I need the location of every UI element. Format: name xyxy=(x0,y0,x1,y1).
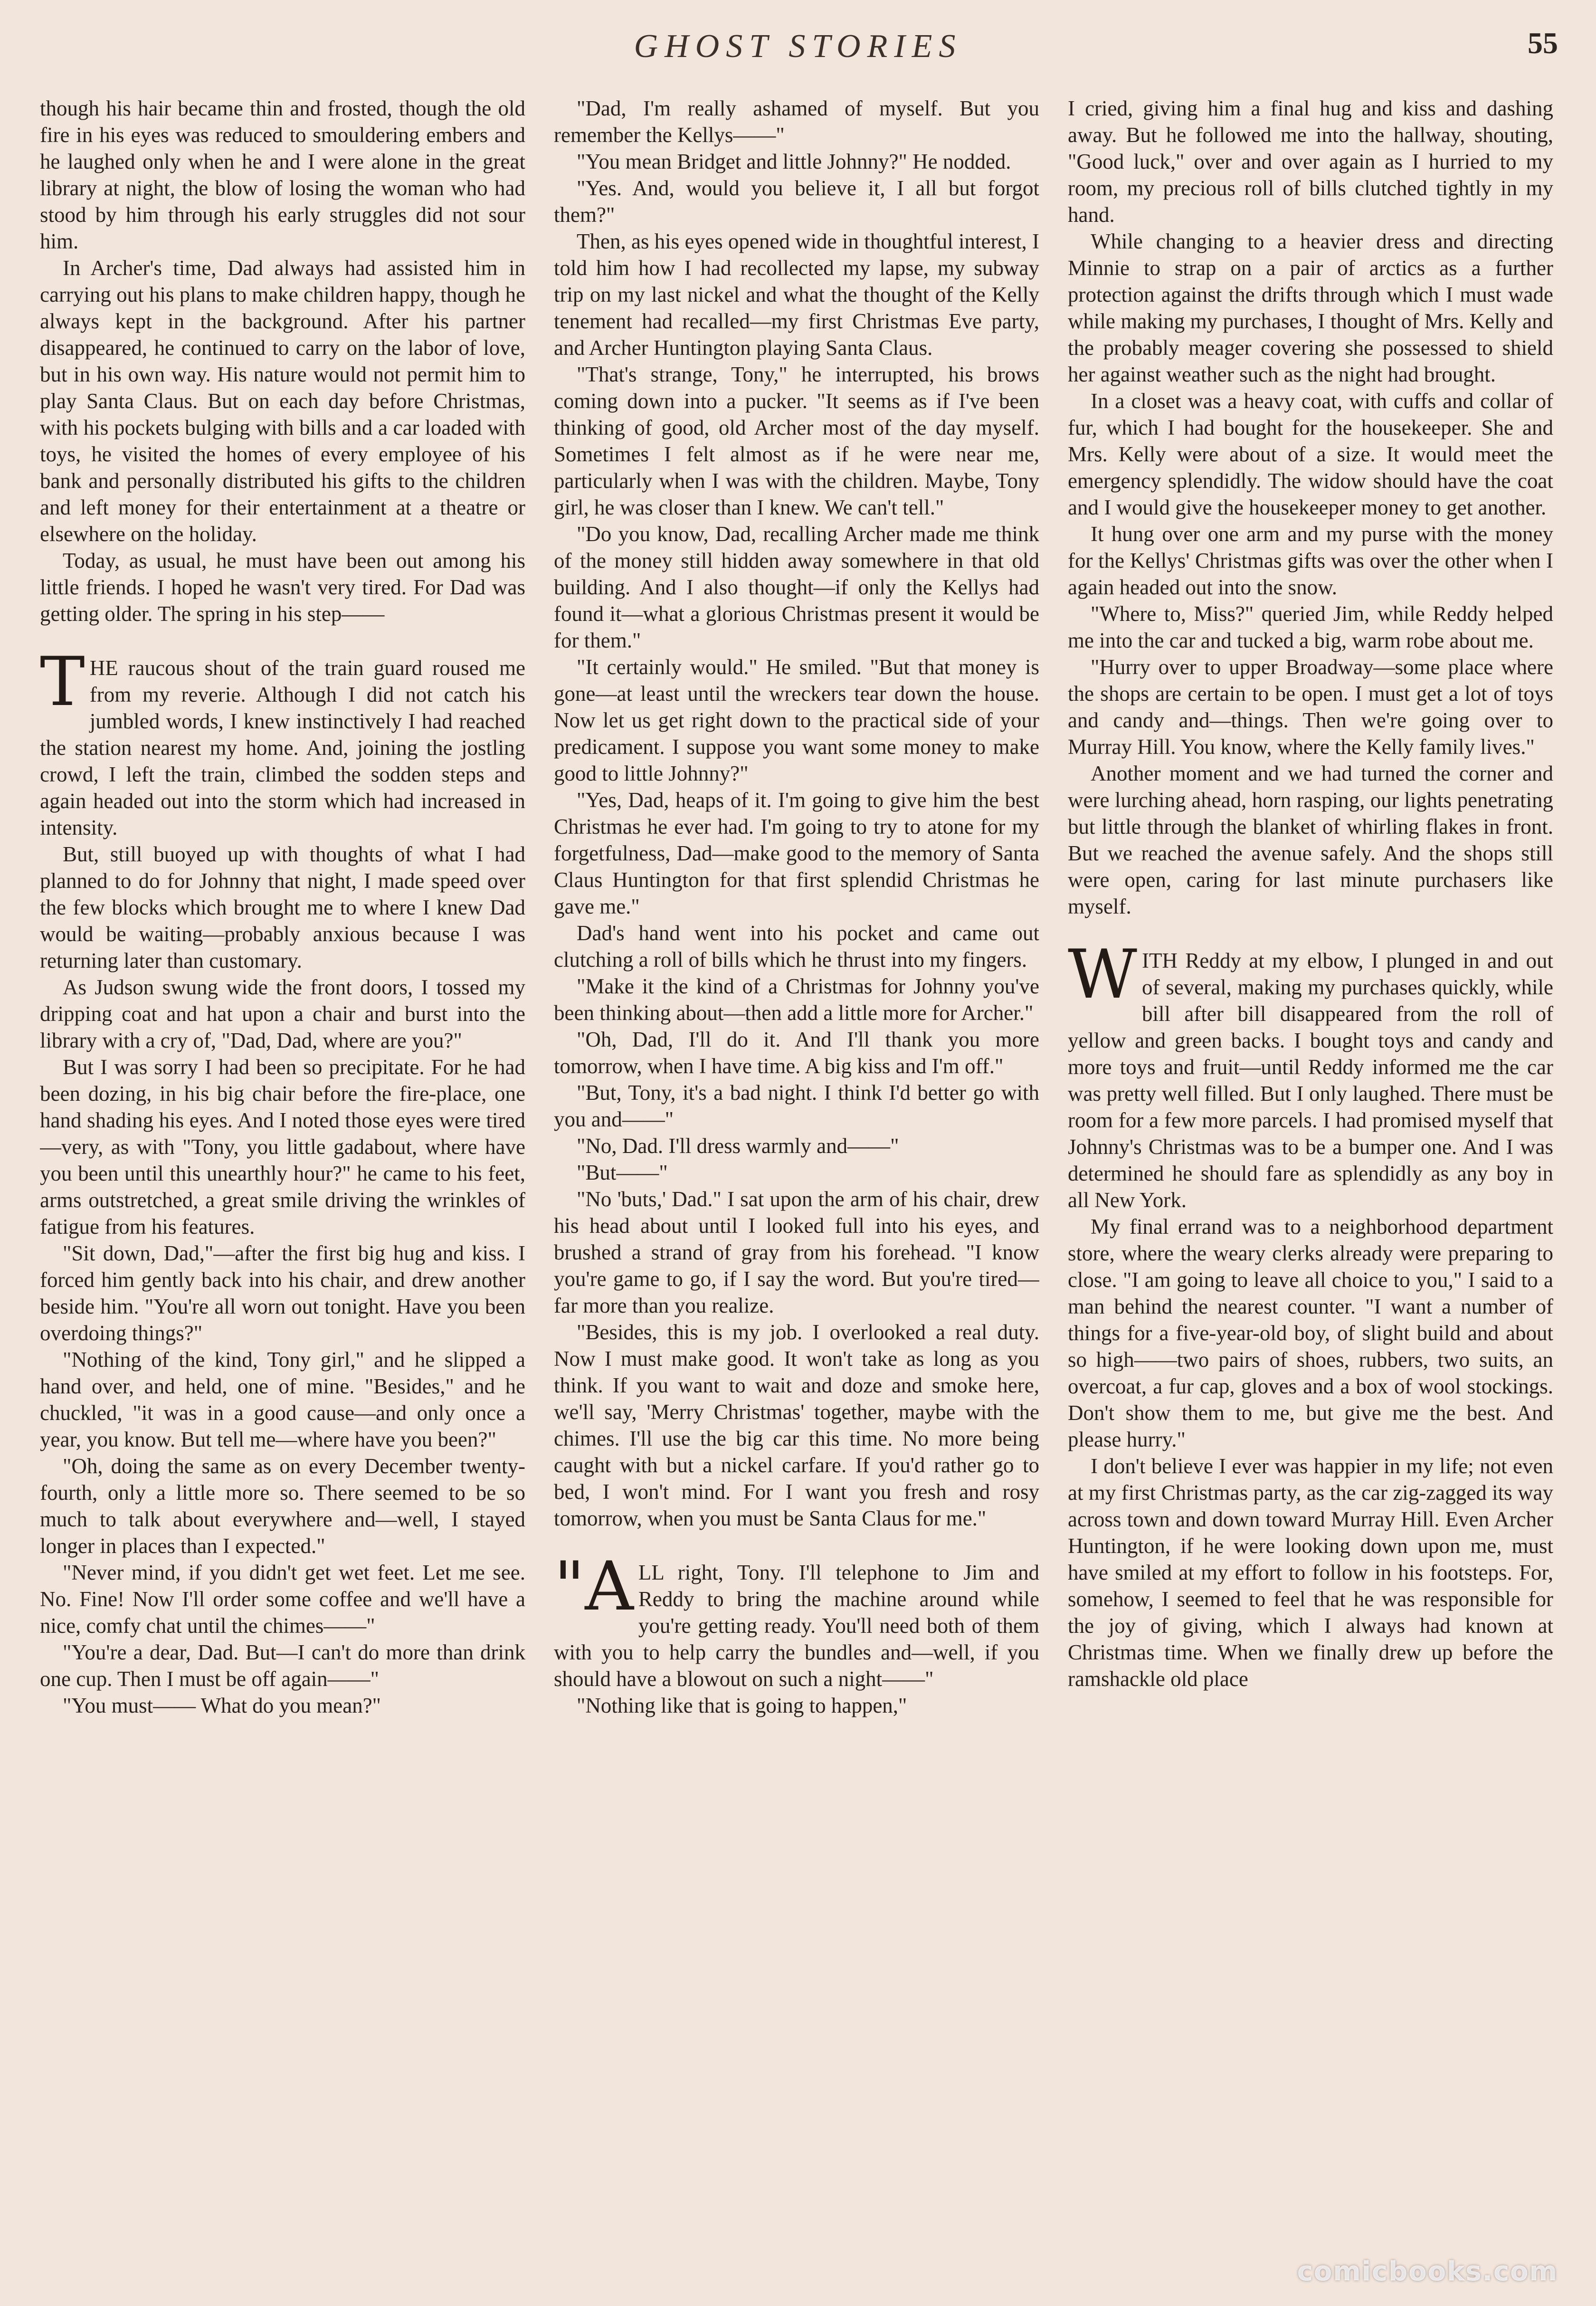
running-title: GHOST STORIES xyxy=(634,28,962,65)
paragraph-text: LL right, Tony. I'll telephone to Jim and Reddy to bring the machine around while you're getting ready. You'll need both of them with you to help carry the bundles and—well, if you should have a blowout on such a night——" xyxy=(554,1561,1039,1691)
paragraph-text: ITH Reddy at my elbow, I plunged in and out of several, making my purchases quickly, while bill after bill disappeared from the roll of yellow and green backs. I bought toys and candy and more toys and fruit—until Reddy informed me the car was pretty well filled. But I only laughed. There must be room for a few more parcels. I had promised myself that Johnny's Christmas was to be a bumper one. And I was determined he should fare as splendidly as any boy in all New York. xyxy=(1068,949,1553,1212)
paragraph-text: Another moment and we had turned the corner and were lurching ahead, horn rasping, our lights penetrating but little through the blanket of whirling flakes in front. But we reached the avenue safely. And the shops still were open, caring for last minute purchasers like myself. xyxy=(1068,762,1553,918)
paragraph xyxy=(1068,1453,1553,1692)
paragraph xyxy=(1068,1213,1553,1453)
paragraph xyxy=(40,841,525,974)
paragraph-text: "Oh, doing the same as on every December twenty-fourth, only a little more so. There seemed to be so much to talk about everywhere and—well, I stayed longer in places than I expected." xyxy=(40,1454,525,1558)
paragraph xyxy=(554,361,1039,521)
paragraph-text: "Do you know, Dad, recalling Archer made me think of the money still hidden away somewhere in that old building. And I also thought—if only the Kellys had found it—what a glorious Christmas present it would be for them." xyxy=(554,522,1039,652)
paragraph xyxy=(554,95,1039,148)
paragraph-text: "You must—— What do you mean?" xyxy=(63,1694,381,1717)
paragraph-text: But I was sorry I had been so precipitate. For he had been dozing, in his big chair before the fire-place, one hand shading his eyes. And I noted those eyes were tired—very, as with "Tony, you little gadabout, where have you been until this unearthly hour?" he came to his feet, arms outstretched, a great smile driving the wrinkles of fatigue from his features. xyxy=(40,1055,525,1239)
paragraph xyxy=(554,175,1039,228)
paragraph xyxy=(554,1159,1039,1186)
paragraph xyxy=(1068,521,1553,600)
paragraph xyxy=(40,1453,525,1559)
paragraph-text: I don't believe I ever was happier in my life; not even at my first Christmas party, as the car zig-zagged its way across town and down toward Murray Hill. Even Archer Huntington, if he were looking down upon me, must have smiled at my effort to follow in his footsteps. For, somehow, I seemed to feel that he was responsible for the joy of giving, which I always had known at Christmas time. When we finally drew up before the ramshackle old place xyxy=(1068,1454,1553,1691)
paragraph xyxy=(554,787,1039,920)
paragraph-text: In a closet was a heavy coat, with cuffs and collar of fur, which I had bought for the housekeeper. She and Mrs. Kelly were about of a size. It would meet the emergency splendidly. The widow should have the coat and I would give the housekeeper money to get another. xyxy=(1068,389,1553,519)
paragraph-text: "Dad, I'm really ashamed of myself. But you remember the Kellys——" xyxy=(554,96,1039,147)
paragraph-text: "That's strange, Tony," he interrupted, his brows coming down into a pucker. "It seems as if I've been thinking of good, old Archer most of the day myself. Sometimes I felt almost as if he were near me, particularly when I was with the children. Maybe, Tony girl, he was closer than I knew. We can't tell." xyxy=(554,362,1039,519)
paragraph-text: "Yes. And, would you believe it, I all but forgot them?" xyxy=(554,176,1039,227)
paragraph-text: "Sit down, Dad,"—after the first big hug and kiss. I forced him gently back into his chair, and drew another beside him. "You're all worn out tonight. Have you been overdoing things?" xyxy=(40,1241,525,1345)
paragraph xyxy=(554,1692,1039,1719)
text-column-2 xyxy=(554,95,1039,2280)
paragraph-text: In Archer's time, Dad always had assisted him in carrying out his plans to make children happy, though he always kept in the background. After his partner disappeared, he continued to carry on the labor of love, but in his own way. His nature would not permit him to play Santa Claus. But on each day before Christmas, with his pockets bulging with bills and a car loaded with toys, he visited the homes of every employee of his bank and personally distributed his gifts to the children and left money for their entertainment at a theatre or elsewhere on the holiday. xyxy=(40,256,525,546)
paragraph xyxy=(554,1079,1039,1133)
paragraph xyxy=(40,95,525,255)
text-column-1 xyxy=(40,95,525,2280)
paragraph xyxy=(1068,760,1553,920)
paragraph-text: "No 'buts,' Dad." I sat upon the arm of his chair, drew his head about until I looked full into his eyes, and brushed a strand of gray from his forehead. "I know you're game to go, if I say the word. But you're tired—far more than you realize. xyxy=(554,1187,1039,1317)
paragraph-text: "Nothing like that is going to happen," xyxy=(577,1694,907,1717)
paragraph-text: "Where to, Miss?" queried Jim, while Reddy helped me into the car and tucked a big, warm robe about me. xyxy=(1068,602,1553,652)
paragraph-text: "It certainly would." He smiled. "But that money is gone—at least until the wreckers tear down the house. Now let us get right down to the practical side of your predicament. I suppose you want some money to make good to little Johnny?" xyxy=(554,655,1039,785)
paragraph-text: But, still buoyed up with thoughts of what I had planned to do for Johnny that night, I made speed over the few blocks which brought me to where I knew Dad would be waiting—probably anxious because I was returning later than customary. xyxy=(40,842,525,972)
paragraph xyxy=(40,974,525,1054)
paragraph-text: Then, as his eyes opened wide in thoughtful interest, I told him how I had recollected my lapse, my subway trip on my last nickel and what the thought of the Kelly tenement had recalled—my first Christmas Eve party, and Archer Huntington playing Santa Claus. xyxy=(554,229,1039,360)
paragraph-text: "But——" xyxy=(577,1161,668,1184)
paragraph-text: "Besides, this is my job. I overlooked a real duty. Now I must make good. It won't take as long as you think. If you want to wait and doze and smoke here, we'll say, 'Merry Christmas' together, maybe with the chimes. I'll use the big car this time. No more being caught with but a nickel carfare. If you'd rather go to bed, I won't mind. For I want you fresh and rosy tomorrow, when you must be Santa Claus for me." xyxy=(554,1320,1039,1530)
paragraph xyxy=(554,228,1039,361)
paragraph-text: "Hurry over to upper Broadway—some place where the shops are certain to be open. I must get a lot of toys and candy and—things. Then we're going over to Murray Hill. You know, where the Kelly family lives." xyxy=(1068,655,1553,759)
page-header xyxy=(38,19,1558,95)
drop-cap: "A xyxy=(554,1547,634,1626)
paragraph-text: "No, Dad. I'll dress warmly and——" xyxy=(577,1134,899,1158)
paragraph xyxy=(40,1639,525,1692)
paragraph-text: HE raucous shout of the train guard roused me from my reverie. Although I did not catch his jumbled words, I knew instinctively I had reached the station nearest my home. And, joining the jostling crowd, I left the train, climbed the sodden steps and again headed out into the storm which had increased in intensity. xyxy=(40,656,525,839)
drop-cap: W xyxy=(1068,935,1137,1014)
paragraph xyxy=(554,1026,1039,1079)
paragraph-text: Today, as usual, he must have been out among his little friends. I hoped he wasn't very tired. For Dad was getting older. The spring in his step—— xyxy=(40,549,525,626)
paragraph-text: My final errand was to a neighborhood department store, where the weary clerks already were preparing to close. "I am going to leave all choice to you," I said to a man behind the nearest counter. "I want a number of things for a five-year-old boy, of slight build and about so high——two pairs of shoes, rubbers, two suits, an overcoat, a fur cap, gloves and a box of wool stockings. Don't show them to me, but give me the best. And please hurry." xyxy=(1068,1215,1553,1451)
paragraph-text: I cried, giving him a final hug and kiss and dashing away. But he followed me into the hallway, shouting, "Good luck," over and over again as I hurried to my room, my precious roll of bills clutched tightly in my hand. xyxy=(1068,96,1553,227)
paragraph xyxy=(40,1692,525,1719)
paragraph-text: "Make it the kind of a Christmas for Johnny you've been thinking about—then add a little more for Archer." xyxy=(554,974,1039,1025)
paragraph xyxy=(1068,600,1553,654)
drop-cap: T xyxy=(40,643,85,721)
paragraph xyxy=(40,643,525,841)
paragraph xyxy=(40,1346,525,1453)
paragraph xyxy=(1068,388,1553,521)
paragraph xyxy=(1068,654,1553,760)
paragraph xyxy=(1068,228,1553,388)
paragraph-text: "Never mind, if you didn't get wet feet. Let me see. No. Fine! Now I'll order some coffee and we'll have a nice, comfy chat until the chimes——" xyxy=(40,1561,525,1638)
paragraph-text: "Nothing of the kind, Tony girl," and he slipped a hand over, and held, one of mine. "Besides," and he chuckled, "it was in a good cause—and only once a year, you know. But tell me—where have you been?" xyxy=(40,1348,525,1451)
paragraph xyxy=(554,654,1039,787)
paragraph xyxy=(1068,95,1553,228)
paragraph xyxy=(40,1240,525,1346)
paragraph xyxy=(554,1133,1039,1159)
site-watermark: comicbooks.com xyxy=(1297,2256,1558,2287)
paragraph xyxy=(40,1054,525,1240)
paragraph xyxy=(554,920,1039,973)
paragraph xyxy=(40,1559,525,1639)
paragraph-text: "But, Tony, it's a bad night. I think I'd better go with you and——" xyxy=(554,1081,1039,1131)
paragraph xyxy=(1068,935,1553,1213)
paragraph xyxy=(554,1186,1039,1319)
text-column-3 xyxy=(1068,95,1553,2280)
paragraph xyxy=(554,1547,1039,1692)
paragraph-text: "Oh, Dad, I'll do it. And I'll thank you more tomorrow, when I have time. A big kiss and I'm off." xyxy=(554,1028,1039,1078)
paragraph-text: "You're a dear, Dad. But—I can't do more than drink one cup. Then I must be off again——" xyxy=(40,1640,525,1691)
paragraph-text: As Judson swung wide the front doors, I tossed my dripping coat and hat upon a chair and burst into the library with a cry of, "Dad, Dad, where are you?" xyxy=(40,975,525,1052)
paragraph-text: "Yes, Dad, heaps of it. I'm going to give him the best Christmas he ever had. I'm going to try to atone for my forgetfulness, Dad—make good to the memory of Santa Claus Huntington for that first splendid Christmas he gave me." xyxy=(554,788,1039,918)
text-columns xyxy=(40,95,1553,2280)
paragraph-text: though his hair became thin and frosted, though the old fire in his eyes was reduced to smouldering embers and he laughed only when he and I were alone in the great library at night, the blow of losing the woman who had stood by him through his early struggles did not sour him. xyxy=(40,96,525,253)
paragraph-text: Dad's hand went into his pocket and came out clutching a roll of bills which he thrust into my fingers. xyxy=(554,921,1039,972)
paragraph xyxy=(554,521,1039,654)
paragraph-text: "You mean Bridget and little Johnny?" He nodded. xyxy=(577,150,1011,173)
paragraph xyxy=(40,255,525,547)
paragraph xyxy=(554,1319,1039,1532)
paragraph xyxy=(554,973,1039,1026)
paragraph-text: While changing to a heavier dress and directing Minnie to strap on a pair of arctics as a further protection against the drifts through which I must wade while making my purchases, I thought of Mrs. Kelly and the probably meager covering she possessed to shield her against weather such as the night had brought. xyxy=(1068,229,1553,386)
paragraph xyxy=(554,148,1039,175)
page-number: 55 xyxy=(1528,26,1558,60)
paragraph-text: It hung over one arm and my purse with the money for the Kellys' Christmas gifts was over the other when I again headed out into the snow. xyxy=(1068,522,1553,599)
paragraph xyxy=(40,547,525,627)
